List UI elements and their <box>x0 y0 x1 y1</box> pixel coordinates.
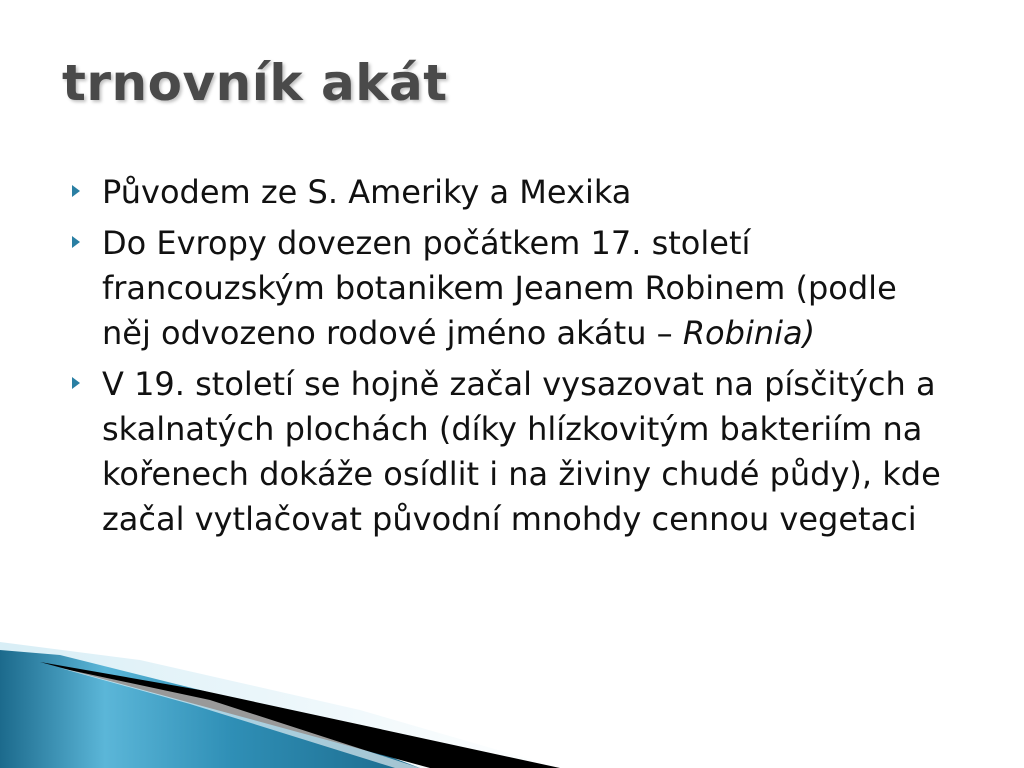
bullet-text-2 <box>102 221 952 356</box>
bullet-item-2 <box>72 221 952 356</box>
bullet-text-2-main: Do Evropy dovezen počátkem 17. století francouzským botanikem Jeanem Robinem (podle něj odvozeno rodové jméno akátu – <box>102 224 897 352</box>
bullet-text-1: Původem ze S. Ameriky a Mexika <box>102 173 632 211</box>
bullet-item-3 <box>72 362 952 542</box>
bullet-text-3: V 19. století se hojně začal vysazovat na písčitých a skalnatých plochách (díky hlízkovitým bakteriím na kořenech dokáže osídlit i na živiny chudé půdy), kde začal vytlačovat původní mnohdy cennou vegetaci <box>102 365 941 538</box>
bullet-item-1 <box>72 170 952 215</box>
decor-blue-band <box>0 650 420 768</box>
decor-black-stripe <box>40 662 560 768</box>
decor-white-highlight <box>60 668 420 768</box>
triangle-right-icon <box>72 185 80 197</box>
decor-light-band <box>0 642 560 768</box>
slide-title: trnovník akát <box>62 54 448 112</box>
bullet-list <box>72 170 952 548</box>
triangle-right-icon <box>72 236 80 248</box>
bullet-text-2-italic: Robinia) <box>682 314 816 352</box>
triangle-right-icon <box>72 377 80 389</box>
